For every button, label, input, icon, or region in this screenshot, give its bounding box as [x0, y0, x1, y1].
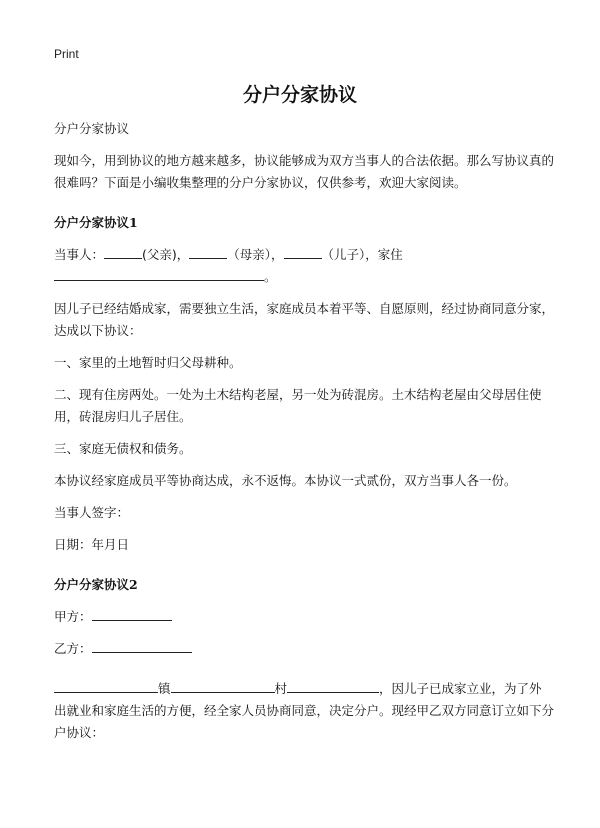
party-b-blank — [92, 638, 192, 653]
address-blank — [54, 266, 264, 281]
parties-prefix: 当事人： — [54, 247, 105, 262]
town-label: 镇 — [158, 681, 171, 696]
address-detail-blank — [287, 678, 379, 693]
address-end: 。 — [264, 269, 277, 284]
party-a-line — [54, 606, 554, 628]
party-b-line — [54, 638, 554, 660]
item-2: 二、现有住房两处。一处为土木结构老屋，另一处为砖混房。土木结构老屋由父母居住使用，砖混房归儿子居住。 — [54, 387, 542, 424]
print-link[interactable]: Print — [54, 47, 79, 61]
section2-text: ，因儿子已成家立业，为了外出就业和家庭生活的方便，经全家人员协商同意，决定分户。现经甲乙双方同意订立如下分户协议： — [54, 681, 555, 740]
party-a-label: 甲方： — [54, 609, 92, 624]
son-label: （儿子），家住 — [321, 247, 403, 262]
section1-heading: 分户分家协议1 — [54, 215, 138, 230]
village-label: 村 — [274, 681, 288, 696]
intro-paragraph: 现如今，用到协议的地方越来越多，协议能够成为双方当事人的合法依据。那么写协议真的很难吗？下面是小编收集整理的分户分家协议，仅供参考，欢迎大家阅读。 — [54, 153, 555, 190]
final-paragraph: 本协议经家庭成员平等协商达成，永不返悔。本协议一式贰份，双方当事人各一份。 — [54, 473, 517, 488]
section2-paragraph — [54, 678, 554, 744]
section2-heading: 分户分家协议2 — [54, 577, 138, 592]
document-subtitle: 分户分家协议 — [54, 121, 130, 136]
town-blank — [54, 678, 158, 693]
document-body — [54, 118, 554, 744]
address-line — [54, 266, 554, 288]
item-3: 三、家庭无债权和债务。 — [54, 441, 192, 456]
father-blank — [104, 244, 142, 259]
document-title: 分户分家协议 — [242, 84, 357, 106]
signature-line: 当事人签字： — [54, 505, 130, 520]
item-1: 一、家里的土地暂时归父母耕种。 — [54, 355, 242, 370]
son-blank — [284, 244, 322, 259]
father-label: (父亲)， — [142, 247, 190, 262]
date-line: 日期：年月日 — [54, 537, 130, 552]
reason-paragraph: 因儿子已经结婚成家，需要独立生活，家庭成员本着平等、自愿原则，经过协商同意分家，达成以下协议： — [54, 301, 555, 338]
village-blank — [171, 678, 275, 693]
mother-blank — [189, 244, 227, 259]
mother-label: （母亲）， — [227, 247, 284, 262]
parties-line — [54, 244, 554, 266]
party-b-label: 乙方： — [54, 641, 92, 656]
party-a-blank — [92, 606, 172, 621]
